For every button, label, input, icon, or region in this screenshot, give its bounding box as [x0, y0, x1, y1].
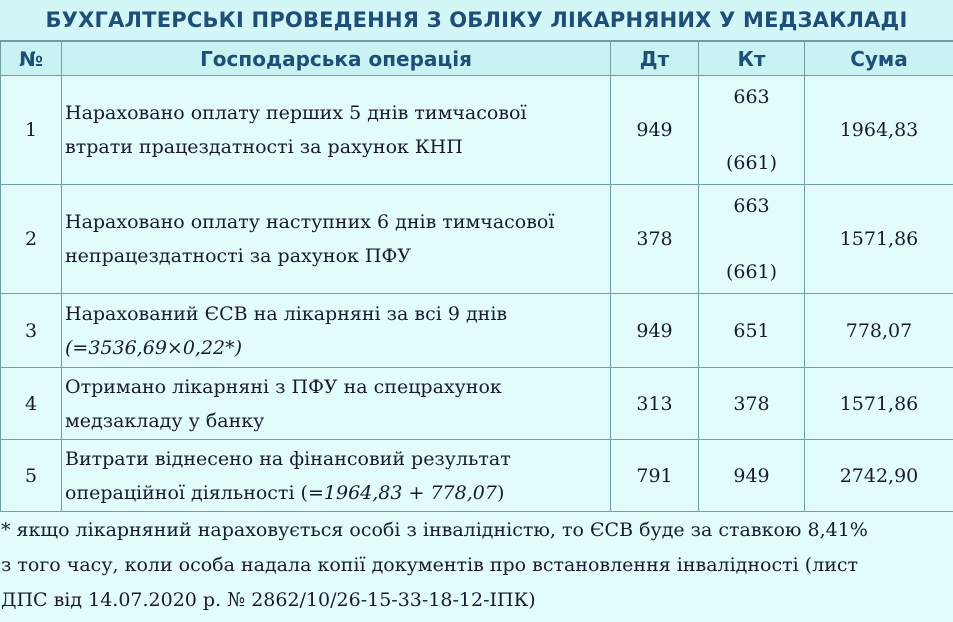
row-num: 5 — [1, 440, 62, 512]
table-row — [1, 440, 953, 512]
operation-text: ) — [496, 481, 505, 504]
table-row — [1, 185, 953, 294]
kt-primary: 663 — [733, 195, 770, 217]
row-sum: 1964,83 — [805, 76, 953, 185]
header-operation: Господарська операція — [62, 42, 611, 76]
row-operation — [62, 294, 611, 368]
operation-line: втрати працездатності за рахунок КНП — [65, 136, 463, 158]
table-header-row — [1, 42, 953, 76]
row-operation — [62, 440, 611, 512]
row-num: 1 — [1, 76, 62, 185]
postings-table — [0, 41, 953, 512]
row-num: 3 — [1, 294, 62, 368]
header-kt: Кт — [699, 42, 805, 76]
footnote — [0, 512, 953, 618]
kt-alternative: (661) — [725, 152, 778, 174]
row-dt: 313 — [611, 368, 699, 440]
row-num: 4 — [1, 368, 62, 440]
operation-line — [65, 476, 608, 510]
operation-text: операційної діяльності ( — [65, 481, 308, 504]
table-row — [1, 368, 953, 440]
header-dt: Дт — [611, 42, 699, 76]
operation-line: Нараховано оплату наступних 6 днів тимчасової — [65, 211, 555, 233]
row-operation — [62, 185, 611, 294]
operation-line: медзакладу у банку — [65, 409, 265, 432]
operation-line: непрацездатності за рахунок ПФУ — [65, 245, 411, 267]
row-kt: 378 — [699, 368, 805, 440]
kt-alternative: (661) — [725, 261, 778, 283]
row-sum: 778,07 — [805, 294, 953, 368]
footnote-line: * якщо лікарняний нараховується особі з інвалідністю, то ЄСВ буде за ставкою 8,41% — [1, 519, 868, 541]
footnote-line: ДПС від 14.07.2020 р. № 2862/10/26-15-33-18-12-ІПК) — [1, 589, 536, 611]
operation-line: Нарахований ЄСВ на лікарняні за всі 9 днів — [65, 302, 508, 325]
operation-line: Нараховано оплату перших 5 днів тимчасової — [65, 102, 527, 124]
operation-line: Отримано лікарняні з ПФУ на спецрахунок — [65, 375, 502, 398]
header-sum: Сума — [805, 42, 953, 76]
table-row — [1, 76, 953, 185]
row-dt: 378 — [611, 185, 699, 294]
header-num: № — [1, 42, 62, 76]
row-kt — [699, 76, 805, 185]
row-num: 2 — [1, 185, 62, 294]
row-kt — [699, 185, 805, 294]
row-sum: 2742,90 — [805, 440, 953, 512]
operation-formula: (=3536,69×0,22*) — [65, 336, 243, 359]
operation-formula: =1964,83 + 778,07 — [307, 481, 497, 504]
row-kt: 651 — [699, 294, 805, 368]
row-dt: 949 — [611, 294, 699, 368]
table-row — [1, 294, 953, 368]
row-kt: 949 — [699, 440, 805, 512]
row-dt: 791 — [611, 440, 699, 512]
kt-primary: 663 — [733, 86, 770, 108]
row-dt: 949 — [611, 76, 699, 185]
operation-line: Витрати віднесено на фінансовий результат — [65, 447, 511, 470]
row-operation — [62, 76, 611, 185]
row-sum: 1571,86 — [805, 368, 953, 440]
footnote-line: з того часу, коли особа надала копії документів про встановлення інвалідності (лист — [1, 554, 859, 576]
document-title: БУХГАЛТЕРСЬКІ ПРОВЕДЕННЯ З ОБЛІКУ ЛІКАРНЯНИХ У МЕДЗАКЛАДІ — [0, 0, 953, 41]
row-sum: 1571,86 — [805, 185, 953, 294]
row-operation — [62, 368, 611, 440]
